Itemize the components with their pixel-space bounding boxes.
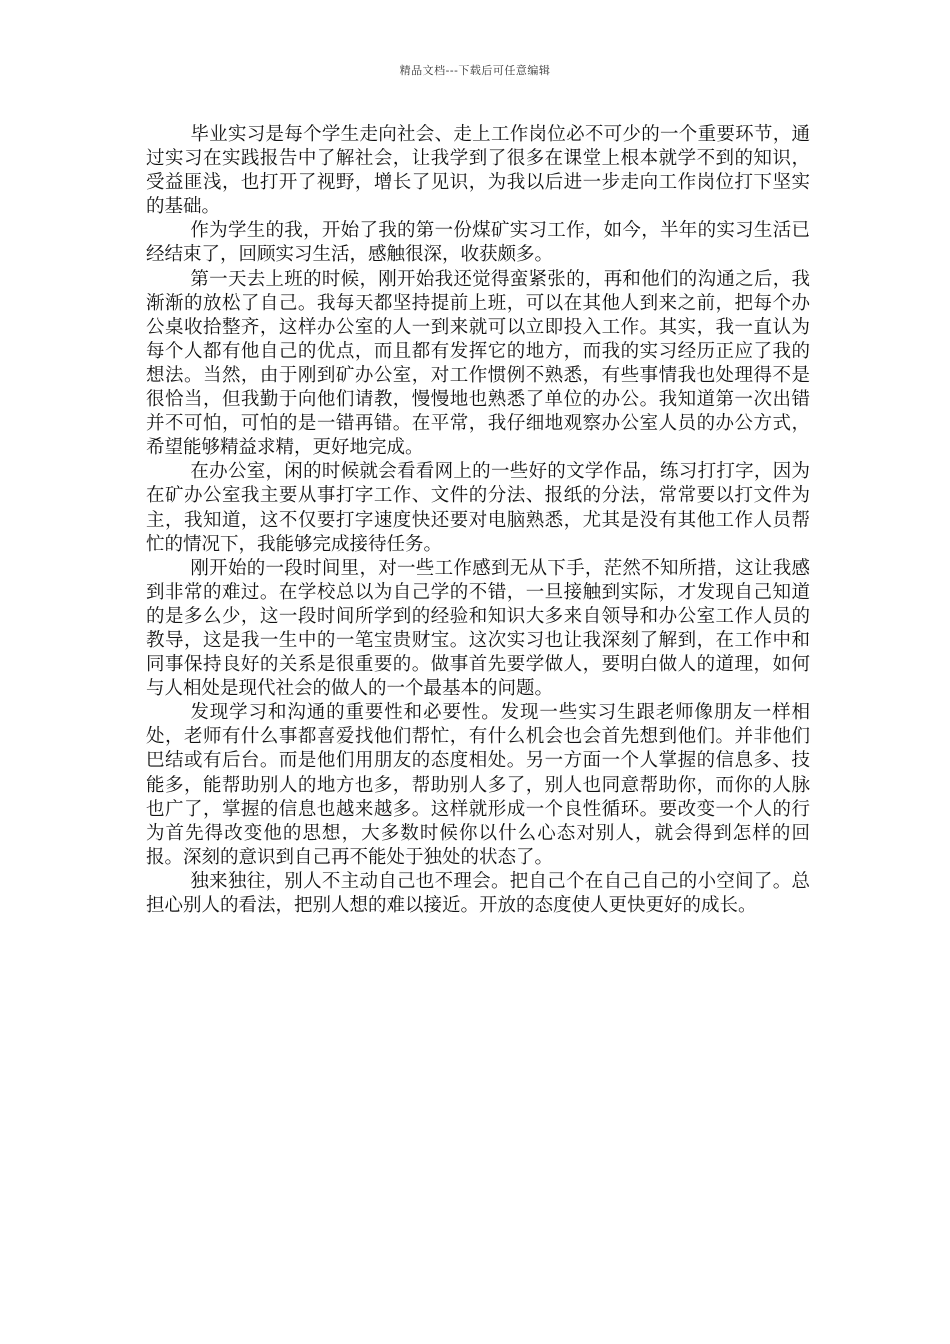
paragraph-6: 发现学习和沟通的重要性和必要性。发现一些实习生跟老师像朋友一样相处，老师有什么事都喜爱找他们帮忙，有什么机会也会首先想到他们。并非他们巴结或有后台。而是他们用朋友的态度相处。另一方面一个人掌握的信息多、技能多，能帮助别人的地方也多，帮助别人多了，别人也同意帮助你，而你的人脉也广了，掌握的信息也越来越多。这样就形成一个良性循环。要改变一个人的行为首先得改变他的思想，大多数时候你以什么心态对别人，就会得到怎样的回报。深刻的意识到自己再不能处于独处的状态了。 <box>146 702 810 868</box>
page-header: 精品文档---下载后可任意编辑 <box>399 64 551 77</box>
paragraph-7: 独来独往，别人不主动自己也不理会。把自己个在自己自己的小空间了。总担心别人的看法，把别人想的难以接近。开放的态度使人更快更好的成长。 <box>146 870 810 916</box>
paragraph-4: 在办公室，闲的时候就会看看网上的一些好的文学作品，练习打打字，因为在矿办公室我主要从事打字工作、文件的分法、报纸的分法，常常要以打文件为主，我知道，这不仅要打字速度快还要对电脑熟悉，尤其是没有其他工作人员帮忙的情况下，我能够完成接待任务。 <box>146 461 810 555</box>
paragraph-3: 第一天去上班的时候，刚开始我还觉得蛮紧张的，再和他们的沟通之后，我渐渐的放松了自己。我每天都坚持提前上班，可以在其他人到来之前，把每个办公桌收拾整齐，这样办公室的人一到来就可以立即投入工作。其实，我一直认为每个人都有他自己的优点，而且都有发挥它的地方，而我的实习经历正应了我的想法。当然，由于刚到矿办公室，对工作惯例不熟悉，有些事情我也处理得不是很恰当，但我勤于向他们请教，慢慢地也熟悉了单位的办公。我知道第一次出错并不可怕，可怕的是一错再错。在平常，我仔细地观察办公室人员的办公方式，希望能够精益求精，更好地完成。 <box>146 268 810 459</box>
paragraph-2: 作为学生的我，开始了我的第一份煤矿实习工作，如今，半年的实习生活已经结束了，回顾实习生活，感触很深，收获颇多。 <box>146 220 810 266</box>
paragraph-1: 毕业实习是每个学生走向社会、走上工作岗位必不可少的一个重要环节，通过实习在实践报告中了解社会，让我学到了很多在课堂上根本就学不到的知识，受益匪浅，也打开了视野，增长了见识，为我以后进一步走向工作岗位打下坚实的基础。 <box>146 124 810 218</box>
paragraph-5: 刚开始的一段时间里，对一些工作感到无从下手，茫然不知所措，这让我感到非常的难过。在学校总以为自己学的不错，一旦接触到实际，才发现自己知道的是多么少，这一段时间所学到的经验和知识大多来自领导和办公室工作人员的教导，这是我一生中的一笔宝贵财宝。这次实习也让我深刻了解到，在工作中和同事保持良好的关系是很重要的。做事首先要学做人，要明白做人的道理，如何与人相处是现代社会的做人的一个最基本的问题。 <box>146 557 810 700</box>
body-text <box>146 123 810 918</box>
